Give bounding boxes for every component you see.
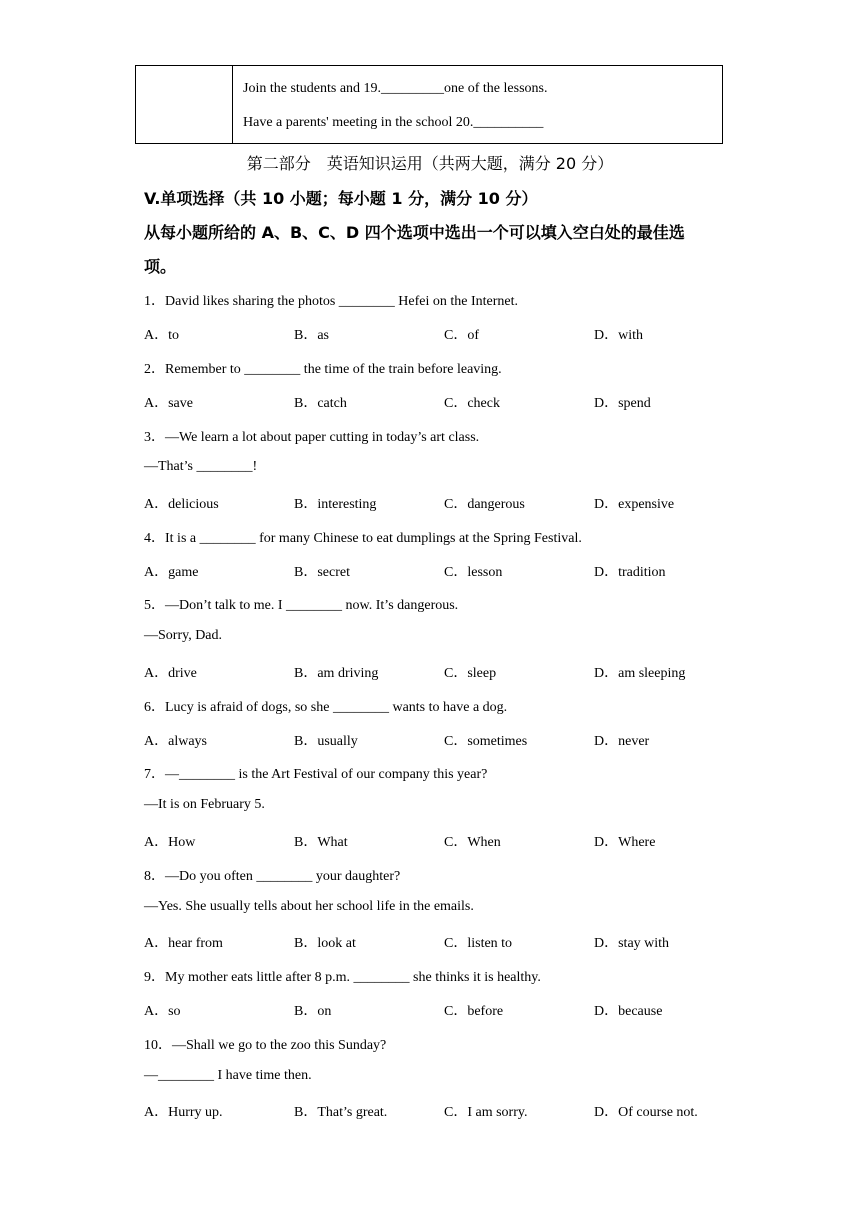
option-row bbox=[144, 662, 784, 682]
question-reply: —________ I have time then. bbox=[144, 1068, 312, 1083]
option-b: B．catch bbox=[294, 396, 347, 411]
option-a: A．to bbox=[144, 328, 179, 343]
section-title: V.单项选择（共 10 小题；每小题 1 分，满分 10 分） bbox=[144, 189, 538, 208]
answer-table bbox=[135, 65, 723, 144]
option-d: D．stay with bbox=[594, 936, 670, 951]
option-b: B．secret bbox=[294, 565, 350, 580]
option-a: A．Hurry up. bbox=[144, 1105, 223, 1120]
question-text: 1．David likes sharing the photos ________ Hefei on the Internet. bbox=[144, 294, 519, 309]
option-d: D．never bbox=[594, 734, 650, 749]
option-c: C．lesson bbox=[444, 565, 503, 580]
option-d: D．tradition bbox=[594, 565, 666, 580]
option-b: B．usually bbox=[294, 734, 358, 749]
part-title: 第二部分 英语知识运用（共两大题，满分 20 分） bbox=[246, 154, 614, 173]
option-a: A．save bbox=[144, 396, 193, 411]
question-text: 6．Lucy is afraid of dogs, so she ________ wants to have a dog. bbox=[144, 700, 508, 715]
option-c: C．of bbox=[444, 328, 479, 343]
option-a: A．always bbox=[144, 734, 207, 749]
table-row-text: Join the students and 19._________one of the lessons. bbox=[243, 81, 548, 96]
option-a: A．game bbox=[144, 565, 199, 580]
option-b: B．am driving bbox=[294, 666, 379, 681]
question-reply: —Sorry, Dad. bbox=[144, 628, 223, 643]
option-d: D．am sleeping bbox=[594, 666, 686, 681]
option-d: D．with bbox=[594, 328, 643, 343]
option-c: C．before bbox=[444, 1004, 504, 1019]
question-text: 5．—Don’t talk to me. I ________ now. It’s dangerous. bbox=[144, 598, 459, 613]
option-row bbox=[144, 392, 784, 412]
question-text: 2．Remember to ________ the time of the train before leaving. bbox=[144, 362, 502, 377]
option-row bbox=[144, 493, 784, 513]
section-instruction: 从每小题所给的 A、B、C、D 四个选项中选出一个可以填入空白处的最佳选 bbox=[144, 223, 685, 242]
question-text: 3．—We learn a lot about paper cutting in today’s art class. bbox=[144, 430, 480, 445]
option-row bbox=[144, 831, 784, 851]
option-d: D．Where bbox=[594, 835, 656, 850]
question-reply: —It is on February 5. bbox=[144, 797, 265, 812]
option-b: B．What bbox=[294, 835, 348, 850]
question-text: 9．My mother eats little after 8 p.m. ________ she thinks it is healthy. bbox=[144, 970, 541, 985]
option-row bbox=[144, 561, 784, 581]
question-text: 4．It is a ________ for many Chinese to eat dumplings at the Spring Festival. bbox=[144, 531, 582, 546]
option-b: B．That’s great. bbox=[294, 1105, 388, 1120]
option-b: B．look at bbox=[294, 936, 356, 951]
option-a: A．so bbox=[144, 1004, 181, 1019]
option-d: D．spend bbox=[594, 396, 651, 411]
question-text: 8．—Do you often ________ your daughter? bbox=[144, 869, 401, 884]
option-d: D．Of course not. bbox=[594, 1105, 698, 1120]
question-reply: —That’s ________! bbox=[144, 459, 258, 474]
option-d: D．expensive bbox=[594, 497, 675, 512]
option-c: C．When bbox=[444, 835, 501, 850]
option-c: C．listen to bbox=[444, 936, 513, 951]
question-reply: —Yes. She usually tells about her school life in the emails. bbox=[144, 899, 474, 914]
option-row bbox=[144, 324, 784, 344]
option-row bbox=[144, 730, 784, 750]
table-row-text: Have a parents' meeting in the school 20.__________ bbox=[243, 115, 544, 130]
option-c: C．I am sorry. bbox=[444, 1105, 528, 1120]
option-c: C．sometimes bbox=[444, 734, 528, 749]
option-b: B．on bbox=[294, 1004, 332, 1019]
question-text: 10．—Shall we go to the zoo this Sunday? bbox=[144, 1038, 387, 1053]
option-c: C．check bbox=[444, 396, 500, 411]
option-row bbox=[144, 1000, 784, 1020]
option-c: C．dangerous bbox=[444, 497, 525, 512]
option-d: D．because bbox=[594, 1004, 663, 1019]
section-instruction: 项。 bbox=[144, 257, 177, 276]
option-row bbox=[144, 1101, 784, 1121]
option-a: A．delicious bbox=[144, 497, 219, 512]
option-c: C．sleep bbox=[444, 666, 497, 681]
table-column-divider bbox=[232, 66, 233, 143]
option-b: B．as bbox=[294, 328, 329, 343]
question-text: 7．—________ is the Art Festival of our company this year? bbox=[144, 767, 488, 782]
option-row bbox=[144, 932, 784, 952]
option-a: A．drive bbox=[144, 666, 197, 681]
option-a: A．hear from bbox=[144, 936, 223, 951]
option-b: B．interesting bbox=[294, 497, 377, 512]
option-a: A．How bbox=[144, 835, 196, 850]
